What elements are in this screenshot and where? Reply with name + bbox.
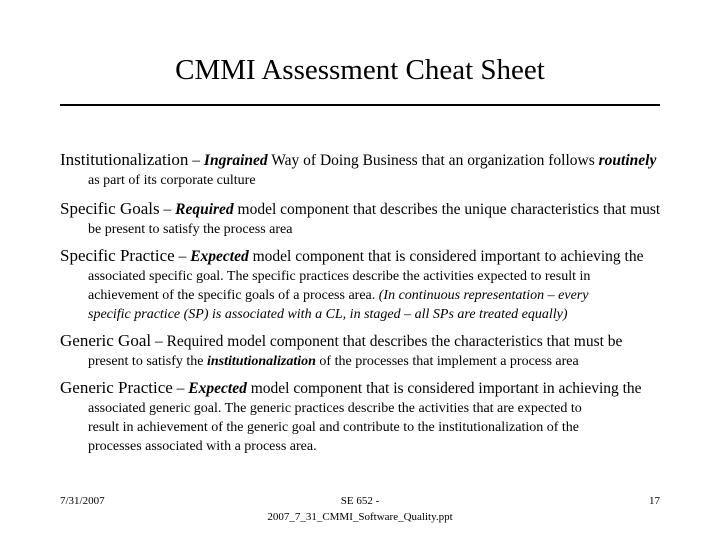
definition-generic-practice (60, 378, 690, 456)
definition-dash: – (159, 201, 176, 218)
definition-dash: – (188, 152, 204, 169)
definition-term: Specific Practice (60, 246, 175, 265)
definition-specific-goals (60, 199, 690, 239)
footer-page-number: 17 (649, 495, 660, 507)
definition-continuation: associated generic goal. The generic practices describe the activities that are expected to (88, 401, 582, 416)
definition-text: achievement of the specific goals of a process area. (88, 288, 379, 303)
definition-text: model component that describes the unique characteristics that must (233, 201, 661, 218)
definition-emphasis: Expected (190, 248, 249, 265)
definition-term: Specific Goals (60, 199, 160, 218)
slide-title: CMMI Assessment Cheat Sheet (175, 54, 545, 86)
definition-emphasis: Ingrained (203, 152, 268, 169)
footer-filename: 2007_7_31_CMMI_Software_Quality.ppt (267, 511, 453, 523)
definition-text: present to satisfy the (88, 354, 207, 369)
definition-specific-practice (60, 246, 690, 324)
definition-note: specific practice (SP) is associated with a CL, in staged – all SPs are treated equally) (88, 307, 568, 322)
definition-text: model component that is considered important to achieving the (248, 248, 644, 265)
definition-dash: – (174, 248, 191, 265)
definition-continuation: be present to satisfy the process area (88, 222, 293, 237)
definition-continuation: as part of its corporate culture (88, 173, 256, 188)
definition-continuation (88, 286, 690, 305)
definition-emphasis: institutionalization (206, 354, 316, 369)
definition-text: model component that is considered important in achieving the (246, 380, 642, 397)
definition-term: Generic Goal (60, 331, 152, 350)
definition-text: of the processes that implement a process area (315, 354, 579, 369)
definition-generic-goal (60, 331, 690, 371)
footer-date: 7/31/2007 (60, 495, 105, 507)
footer-course-line: SE 652 - (340, 495, 380, 507)
definition-text: – Required model component that describes the characteristics that must be (151, 333, 623, 350)
footer-course (230, 493, 490, 525)
definition-dash: – (172, 380, 189, 397)
definition-text: Way of Doing Business that an organization follows (267, 152, 599, 169)
title-divider (60, 104, 660, 106)
definition-emphasis: Expected (188, 380, 247, 397)
definition-term: Institutionalization (60, 150, 189, 169)
definition-institutionalization (60, 150, 690, 190)
definition-continuation: result in achievement of the generic goal and contribute to the institutionalization of the (88, 420, 580, 435)
definition-term: Generic Practice (60, 378, 173, 397)
definition-continuation: processes associated with a process area. (88, 439, 317, 454)
definition-emphasis: Required (175, 201, 234, 218)
definition-continuation: associated specific goal. The specific practices describe the activities expected to result in (88, 269, 591, 284)
definition-note: (In continuous representation – every (378, 288, 589, 303)
definition-continuation (88, 352, 690, 371)
definition-emphasis: routinely (598, 152, 657, 169)
